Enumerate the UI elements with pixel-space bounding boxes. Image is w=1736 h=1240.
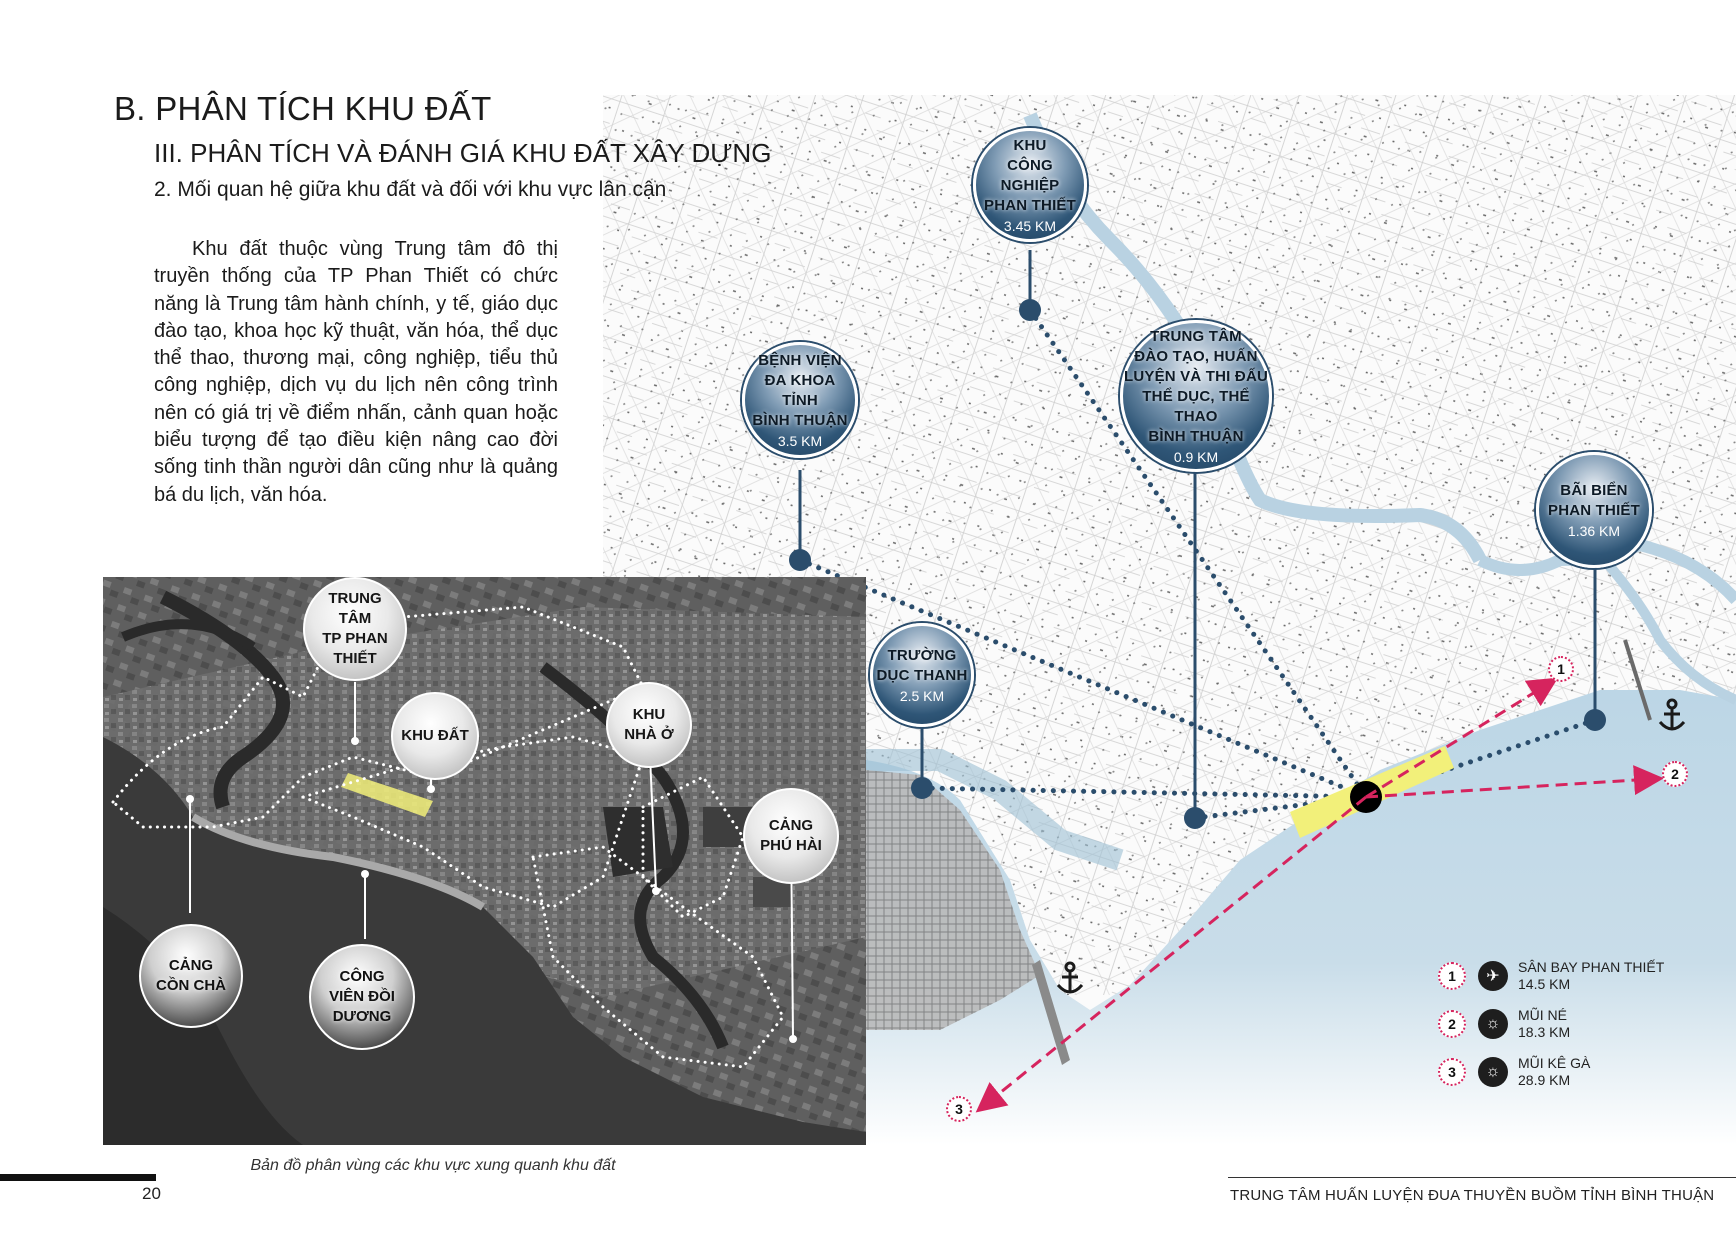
page-number: 20 [142,1184,161,1203]
body-paragraph: Khu đất thuộc vùng Trung tâm đô thị truyền thống của TP Phan Thiết có chức năng là Trung tâm hành chính, y tế, giáo dục đào tạo, khoa học kỹ thuật, văn hóa, thể dục thể thao, thương mại, công nghiệp, tiểu thủ công nghiệp, dịch vụ du lịch nên công trình nên có giá trị về điểm nhấn, cảnh quan hoặc biểu tượng để tạo điều kiện nâng cao đời sống tinh thần người dân cũng như là quảng bá du lịch, văn hóa. [154,238,558,506]
subsection-title: 2. Mối quan hệ giữa khu đất và đối với khu vực lân cận [154,178,667,201]
inset-callout-con-cha-port: CẢNG CỒN CHÀ [139,924,243,1028]
legend-number: 3 [1438,1058,1466,1086]
satellite-inset-map [103,577,866,1145]
inset-callout-doi-duong-park: CÔNG VIÊN ĐỒI DƯƠNG [309,944,415,1050]
legend-number: 1 [1438,962,1466,990]
page-title: B. PHÂN TÍCH KHU ĐẤT [114,90,492,127]
callout-sports-center: TRUNG TÂM ĐÀO TẠO, HUẤN LUYỆN VÀ THI ĐẤU THỂ DỤC, THỂ THAO BÌNH THUẬN 0.9 KM [1120,320,1272,472]
inset-callout-phu-hai-port: CẢNG PHÚ HÀI [743,788,839,884]
legend-item [1438,1048,1698,1096]
callout-beach: BÃI BIỂN PHAN THIẾT 1.36 KM [1536,452,1652,568]
map-caption: Bản đồ phân vùng các khu vực xung quanh khu đất [250,1157,616,1174]
airplane-icon: ✈ [1478,961,1508,991]
destination-marker-3: 3 [946,1096,972,1122]
inset-callout-site: KHU ĐẤT [391,692,479,780]
destination-marker-2: 2 [1662,761,1688,787]
page-bar [0,1174,156,1181]
legend-label: MŨI KÊ GÀ [1518,1055,1591,1071]
destination-marker-1: 1 [1548,656,1574,682]
legend-item [1438,1000,1698,1048]
legend-distance: 14.5 KM [1518,976,1571,992]
legend-distance: 28.9 KM [1518,1072,1571,1088]
island-icon: ☼ [1478,1057,1508,1087]
callout-hospital: BỆNH VIỆN ĐA KHOA TỈNH BÌNH THUẬN 3.5 KM [742,342,858,458]
legend-number: 2 [1438,1010,1466,1038]
section-title: III. PHÂN TÍCH VÀ ĐÁNH GIÁ KHU ĐẤT XÂY DỰNG [154,138,772,168]
legend-label: MŨI NÉ [1518,1007,1567,1023]
distance-legend [1438,952,1698,1096]
footer-project-title: TRUNG TÂM HUẤN LUYỆN ĐUA THUYỀN BUỒM TỈNH BÌNH THUẬN [1230,1187,1715,1204]
callout-industrial-zone: KHU CÔNG NGHIỆP PHAN THIẾT 3.45 KM [973,128,1087,242]
callout-school: TRƯỜNG DỤC THANH 2.5 KM [870,623,974,727]
inset-callout-city-center: TRUNG TÂM TP PHAN THIẾT [303,577,407,681]
footer-divider [1228,1177,1736,1178]
legend-label: SÂN BAY PHAN THIẾT [1518,959,1665,975]
inset-callout-housing: KHU NHÀ Ở [606,682,692,768]
legend-distance: 18.3 KM [1518,1024,1571,1040]
legend-item [1438,952,1698,1000]
island-icon: ☼ [1478,1009,1508,1039]
